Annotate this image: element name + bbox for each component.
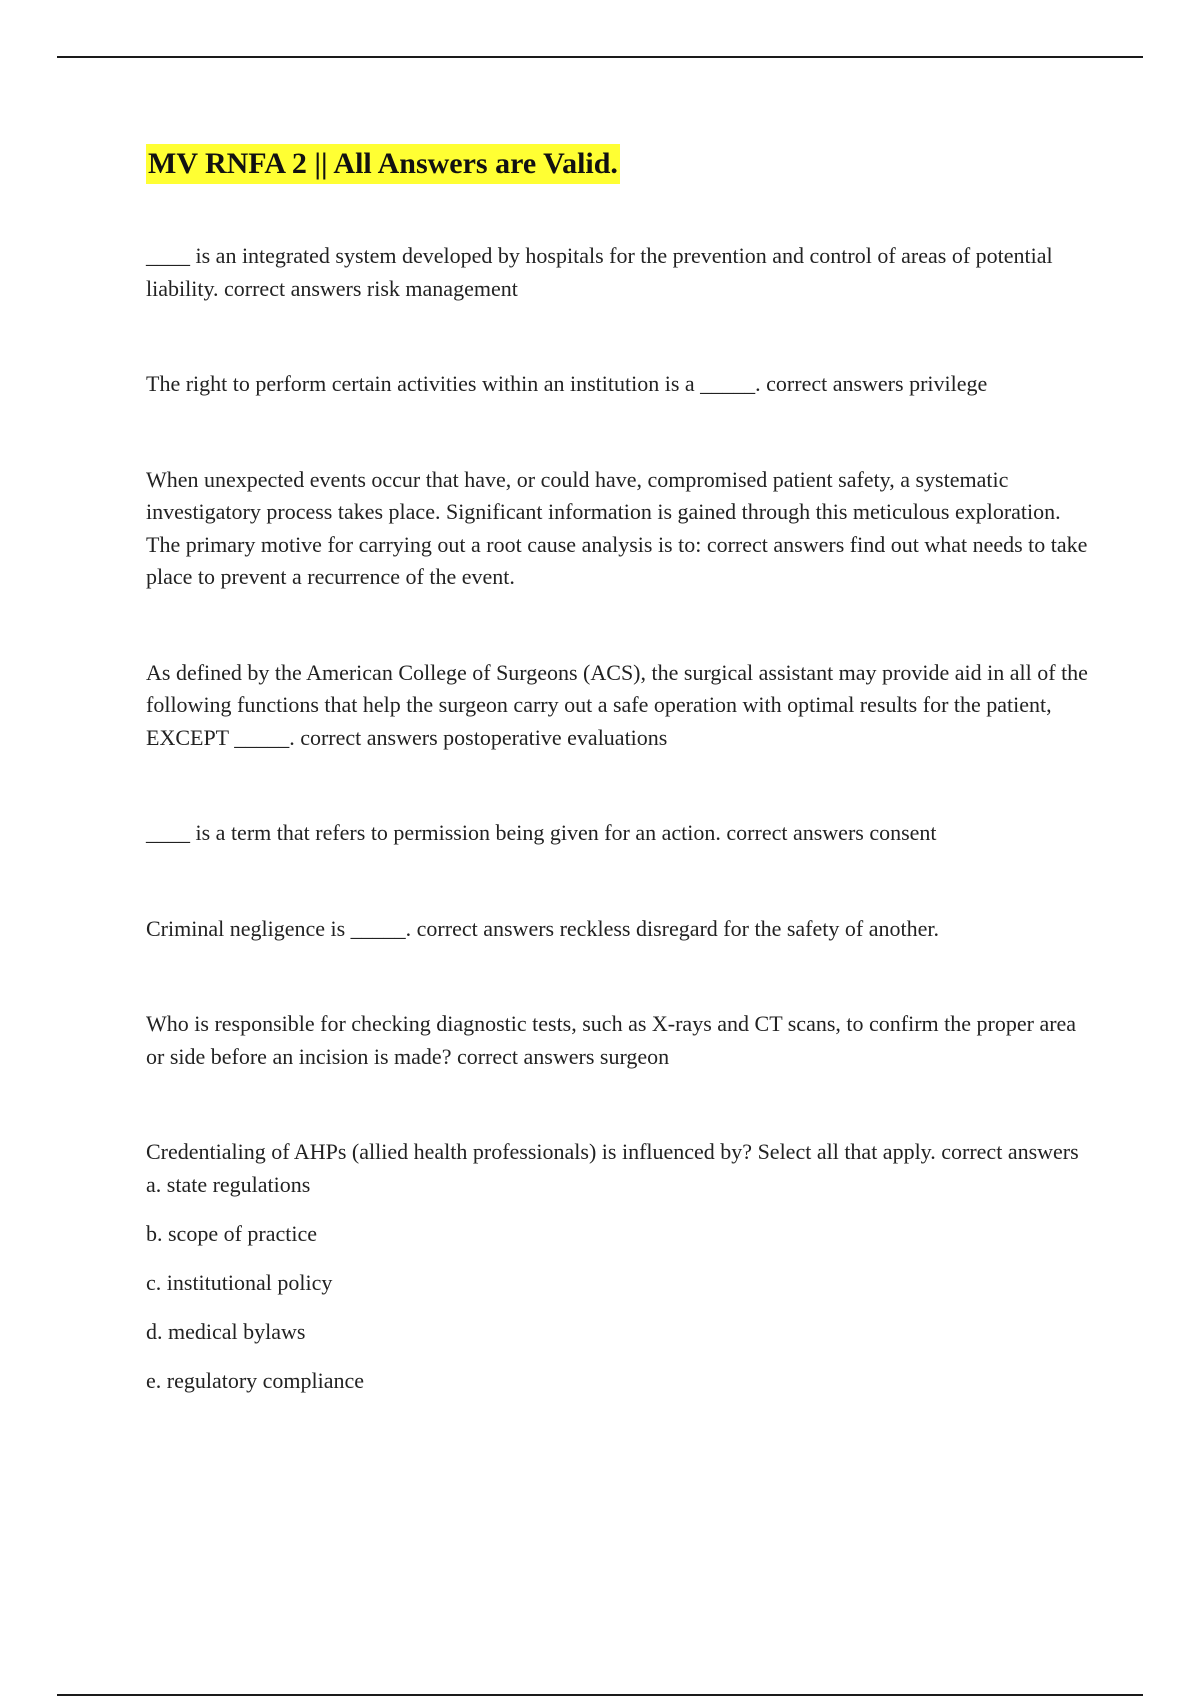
question-6: Criminal negligence is _____. correct answers reckless disregard for the safety of another. [146, 915, 939, 941]
document-body [146, 144, 1096, 1397]
answer-option: c. institutional policy [146, 1270, 333, 1295]
header-rule [57, 56, 1143, 58]
question-5: ____ is a term that refers to permission being given for an action. correct answers consent [146, 820, 937, 845]
answer-options [146, 1218, 1096, 1397]
answer-option: d. medical bylaws [146, 1319, 306, 1344]
question-4: As defined by the American College of Surgeons (ACS), the surgical assistant may provide aid in all of the following functions that help the surgeon carry out a safe operation with optimal results for the patient, EXCEPT _____. correct answers postoperative evaluations [146, 659, 1088, 750]
document-title: MV RNFA 2 || All Answers are Valid. [146, 144, 620, 184]
answer-option: e. regulatory compliance [146, 1368, 365, 1393]
question-2: The right to perform certain activities within an institution is a _____. correct answers privilege [146, 371, 988, 396]
question-1: ____ is an integrated system developed by hospitals for the prevention and control of areas of potential liability. correct answers risk management [146, 243, 1053, 301]
question-8 [146, 1136, 1096, 1397]
question-8-text: Credentialing of AHPs (allied health professionals) is influenced by? Select all that apply. correct answers a. state regulations [146, 1139, 1079, 1197]
footer-rule [57, 1694, 1143, 1696]
answer-option: b. scope of practice [146, 1221, 318, 1246]
question-3: When unexpected events occur that have, or could have, compromised patient safety, a systematic investigatory process takes place. Significant information is gained through this meticulous exploration. The primary motive for carrying out a root cause analysis is to: correct answers find out what needs to take place to prevent a recurrence of the event. [146, 466, 1088, 589]
question-list [146, 240, 1096, 1397]
question-7: Who is responsible for checking diagnostic tests, such as X-rays and CT scans, to confirm the proper area or side before an incision is made? correct answers surgeon [146, 1011, 1077, 1069]
